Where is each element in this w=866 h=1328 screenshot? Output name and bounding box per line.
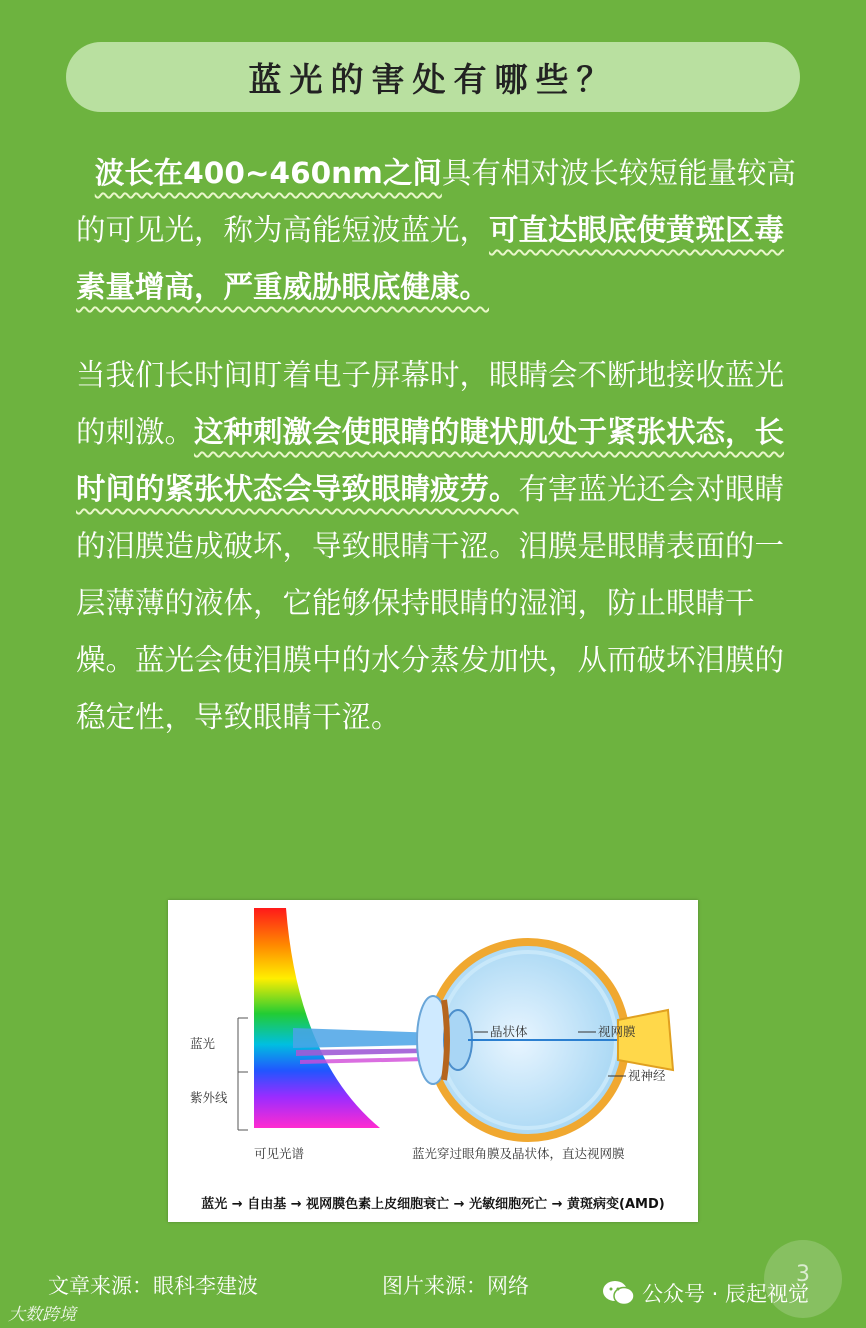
figure-caption: 蓝光穿过眼角膜及晶状体，直达视网膜 [412, 1146, 625, 1161]
watermark-text: 公众号 · 辰起视觉 [642, 1282, 810, 1306]
title-banner [66, 42, 800, 112]
text-wavelength: 具有相对波长较短能量较高的可见光，称为高能短波蓝光， [76, 156, 796, 247]
page-title: 蓝光的害处有哪些？ [248, 59, 618, 99]
wechat-watermark [602, 1278, 809, 1308]
wechat-icon [602, 1280, 636, 1306]
text-tear-film: 有害蓝光还会对眼睛的泪膜造成破坏，导致眼睛干涩。泪膜是眼睛表面的一层薄薄的液体，它能够保持眼睛的湿润，防止眼睛干燥。蓝光会使泪膜中的水分蒸发加快，从而破坏泪膜的稳定性，导致眼睛干涩。 [76, 472, 785, 734]
paragraph-wavelength [76, 145, 810, 316]
paragraph-screen [76, 347, 810, 746]
image-source: 图片来源：网络 [382, 1274, 529, 1298]
article-source: 文章来源：眼科李建波 [48, 1274, 258, 1298]
eye-diagram-image [168, 900, 698, 1222]
optic-nerve [618, 1010, 673, 1070]
label-lens: 晶状体 [490, 1024, 528, 1039]
label-retina: 视网膜 [598, 1024, 636, 1039]
page-number: 3 [764, 1240, 842, 1318]
spectrum-shape [254, 908, 380, 1128]
brand-watermark: 大数跨境 [8, 1305, 76, 1325]
label-blue-light: 蓝光 [190, 1036, 216, 1051]
highlight-ciliary-muscle: 这种刺激会使眼睛的睫状肌处于紧张状态，长时间的紧张状态会导致眼睛疲劳。 [76, 415, 785, 506]
highlight-retina-damage: 可直达眼底使黄斑区毒素量增高，严重威胁眼底健康。 [76, 213, 785, 304]
label-optic-nerve: 视神经 [628, 1068, 666, 1083]
label-visible-spectrum: 可见光谱 [254, 1146, 305, 1161]
text-screen: 当我们长时间盯着电子屏幕时，眼睛会不断地接收蓝光的刺激。 [76, 358, 785, 449]
highlight-wavelength: 波长在400~460nm之间 [94, 156, 442, 190]
label-uv: 紫外线 [190, 1090, 228, 1105]
damage-chain: 蓝光 → 自由基 → 视网膜色素上皮细胞衰亡 → 光敏细胞死亡 → 黄斑病变(AMD) [201, 1197, 665, 1212]
